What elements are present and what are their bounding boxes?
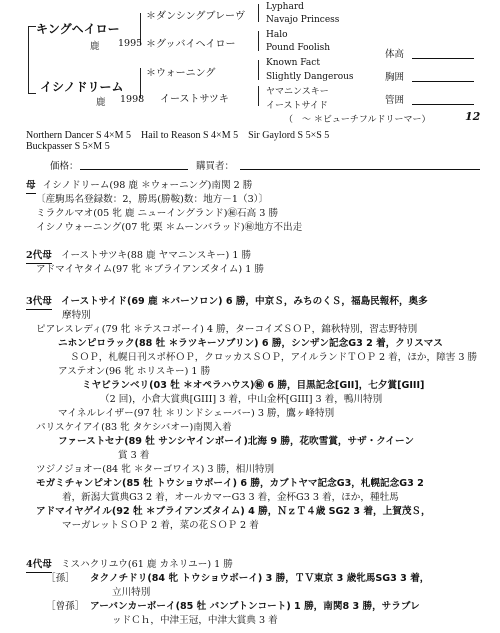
sire-sire: ＊ダンシングブレーヴ [146,11,245,22]
continuation: 着，新潟大賞典G3 2 着，オールカマーG3 3 着，金杯G3 3 着，ほか，種牡馬 [62,492,399,503]
fourth-dam-entry: ミスハクリユウ(61 鹿 カネリユー) 1 勝 [60,559,233,570]
inbreeding-line-1: Northern Dancer S 4×M 5 Hail to Reason S 4×M 5 Sir Gaylord S 5×S 5 [26,130,330,141]
g3-ancestor: ヤマニンスキー [266,87,329,97]
offspring-entry: ツジノジョオー(84 牝 ＊ターゴワイス) 3 勝，相川特別 [36,464,275,475]
bracket-line [258,60,259,80]
section-label: 2代母 [26,249,52,264]
g3-ancestor: イーストサイド [266,101,328,111]
inbreeding-line-2: Buckpasser S 5×M 5 [26,141,110,152]
dam-year: 1998 [120,94,145,105]
offspring-entry: タクノチドリ(84 牝 トウショウボーイ) 3 勝，ＴＶ東京 3 歳牝馬SG3 3 着， [90,573,430,584]
great-grandchild-label: ［曾孫］ [46,601,85,612]
g3-ancestor: Lyphard [266,2,304,12]
continuation: 立川特別 [112,587,151,598]
price-label: 価格： [50,161,79,172]
g3-ancestor: Navajo Princess [266,15,340,25]
second-dam-section [0,246,500,278]
offspring-entry: ニホンピロラック(88 牡 ＊ラツキーソブリン) 6 勝，シンザン記念G3 2 着，クリスマス [58,338,443,349]
grandchild-label: ［孫］ [46,573,75,584]
fourth-dam-section [0,555,500,633]
offspring-entry: マイネルレイザー(97 牡 ＊リンドシェーバー) 3 勝，鷹ヶ峰特別 [58,408,335,419]
g3-ancestor: Halo [266,30,288,40]
dam-coat: 鹿 [96,97,106,108]
offspring-entry: パリスケイアイ(83 牝 タケシバオー)南関入着 [36,422,232,433]
second-dam-entry: イーストサツキ(88 鹿 ヤマニンスキー) 1 勝 [60,250,252,261]
g3-ancestor: Slightly Dangerous [266,72,354,82]
sire-dam: ＊グッバイヘイロー [146,39,236,50]
bracket-line [28,93,36,94]
offspring-entry: ピアレスレディ(79 牝 ＊テスコボーイ) 4 勝，ターコイズＳＯＰ，錦秋特別，習志野特別 [36,324,418,335]
offspring-entry: ミラクルマオ(05 牝 鹿 ニューイングランド)㊙石高 3 勝 [36,208,279,219]
offspring-entry: ミヤビランベリ(03 牡 ＊オペラハウス)㊙ 6 勝，目黒記念[GII]，七夕賞[GIII] [82,380,425,391]
height-label: 体高 [385,49,405,60]
buyer-label: 購買者： [196,161,235,172]
section-label: 母 [26,179,36,194]
height-field [412,58,474,59]
family-number: 12 [465,110,481,123]
girth-label: 胸囲 [385,72,405,83]
bracket-line [28,26,36,27]
offspring-entry: モガミチャンピオン(85 牡 トウショウボーイ) 6 勝，カブトヤマ記念G3，札幌記念G3 2 [36,478,424,489]
sire-year: 1995 [118,38,143,49]
dam-section [0,176,500,236]
continuation: マーガレットＳＯＰ 2 着，菜の花ＳＯＰ 2 着 [62,520,259,531]
continuation: 賞 3 着 [118,450,150,461]
price-field [80,169,188,170]
offspring-entry: イシノウォーニング(07 牝 栗 ＊ムーンバラッド)㊙地方不出走 [36,222,303,233]
continuation: 摩特別 [62,310,91,321]
third-dam-section [0,292,500,552]
section-label: 4代母 [26,558,52,573]
g3-ancestor: Pound Foolish [266,43,331,53]
offspring-entry: ファーストセナ(89 牡 サンシヤインボーイ)北海 9 勝，花吹雪賞，サザ・クイーン [58,436,415,447]
section-label: 3代母 [26,295,52,310]
dam-stats: 〔産駒馬名登録数：2，勝馬(勝鞍)数：地方－1（3）〕 [36,194,269,205]
dam-dam: イーストサツキ [160,94,229,105]
bracket-line [258,86,259,106]
cannon-label: 管囲 [385,95,405,106]
sire-coat: 鹿 [90,41,100,52]
bracket-line [258,4,259,22]
g3-ancestor: Known Fact [266,58,320,68]
continuation: ッドＣｈ，中津王冠，中津大賞典 3 着 [112,615,278,626]
offspring-entry: アーバンカーボーイ(85 牡 バンブトンコート) 1 勝，南関8 3 勝，サラブレ [90,601,420,612]
girth-field [412,81,474,82]
bracket-line [258,31,259,51]
buyer-field [240,169,480,170]
dam-name: イシノドリーム [40,80,124,94]
sire-name: キングヘイロー [36,22,120,36]
continuation: ＳＯＰ，札幌日刊スポ杯ＯＰ，クロッカスＳＯＰ，アイルランドＴＯＰ 2 着，ほか，障害 3 勝 [70,352,478,363]
cannon-field [412,104,474,105]
dam-sire: ＊ウォーニング [146,68,216,79]
dam-entry: イシノドリーム(98 鹿 ＊ウォーニング)南関 2 勝 [42,180,253,191]
offspring-entry: アステオン(96 牝 ホリスキー) 1 勝 [58,366,211,377]
third-dam-entry: イーストサイド(69 鹿 ＊バーソロン) 6 勝，中京Ｓ，みちのくＳ，福島民報杯，奥多 [60,296,428,307]
bracket-line [28,26,29,94]
continuation: （2 回)，小倉大賞典[GIII] 3 着，中山金杯[GIII] 3 着，鴨川特別 [100,394,383,405]
offspring-entry: アドマイヤタイム(97 牝 ＊ブライアンズタイム) 1 勝 [36,264,264,275]
offspring-entry: アドマイヤゲイル(92 牡 ＊ブライアンズタイム) 4 勝，ＮｚＴ４歳 SG2 3 着，上賀茂Ｓ， [36,506,431,517]
g4-note: （ ～ ＊ビューチフルドリーマー） [284,115,431,125]
